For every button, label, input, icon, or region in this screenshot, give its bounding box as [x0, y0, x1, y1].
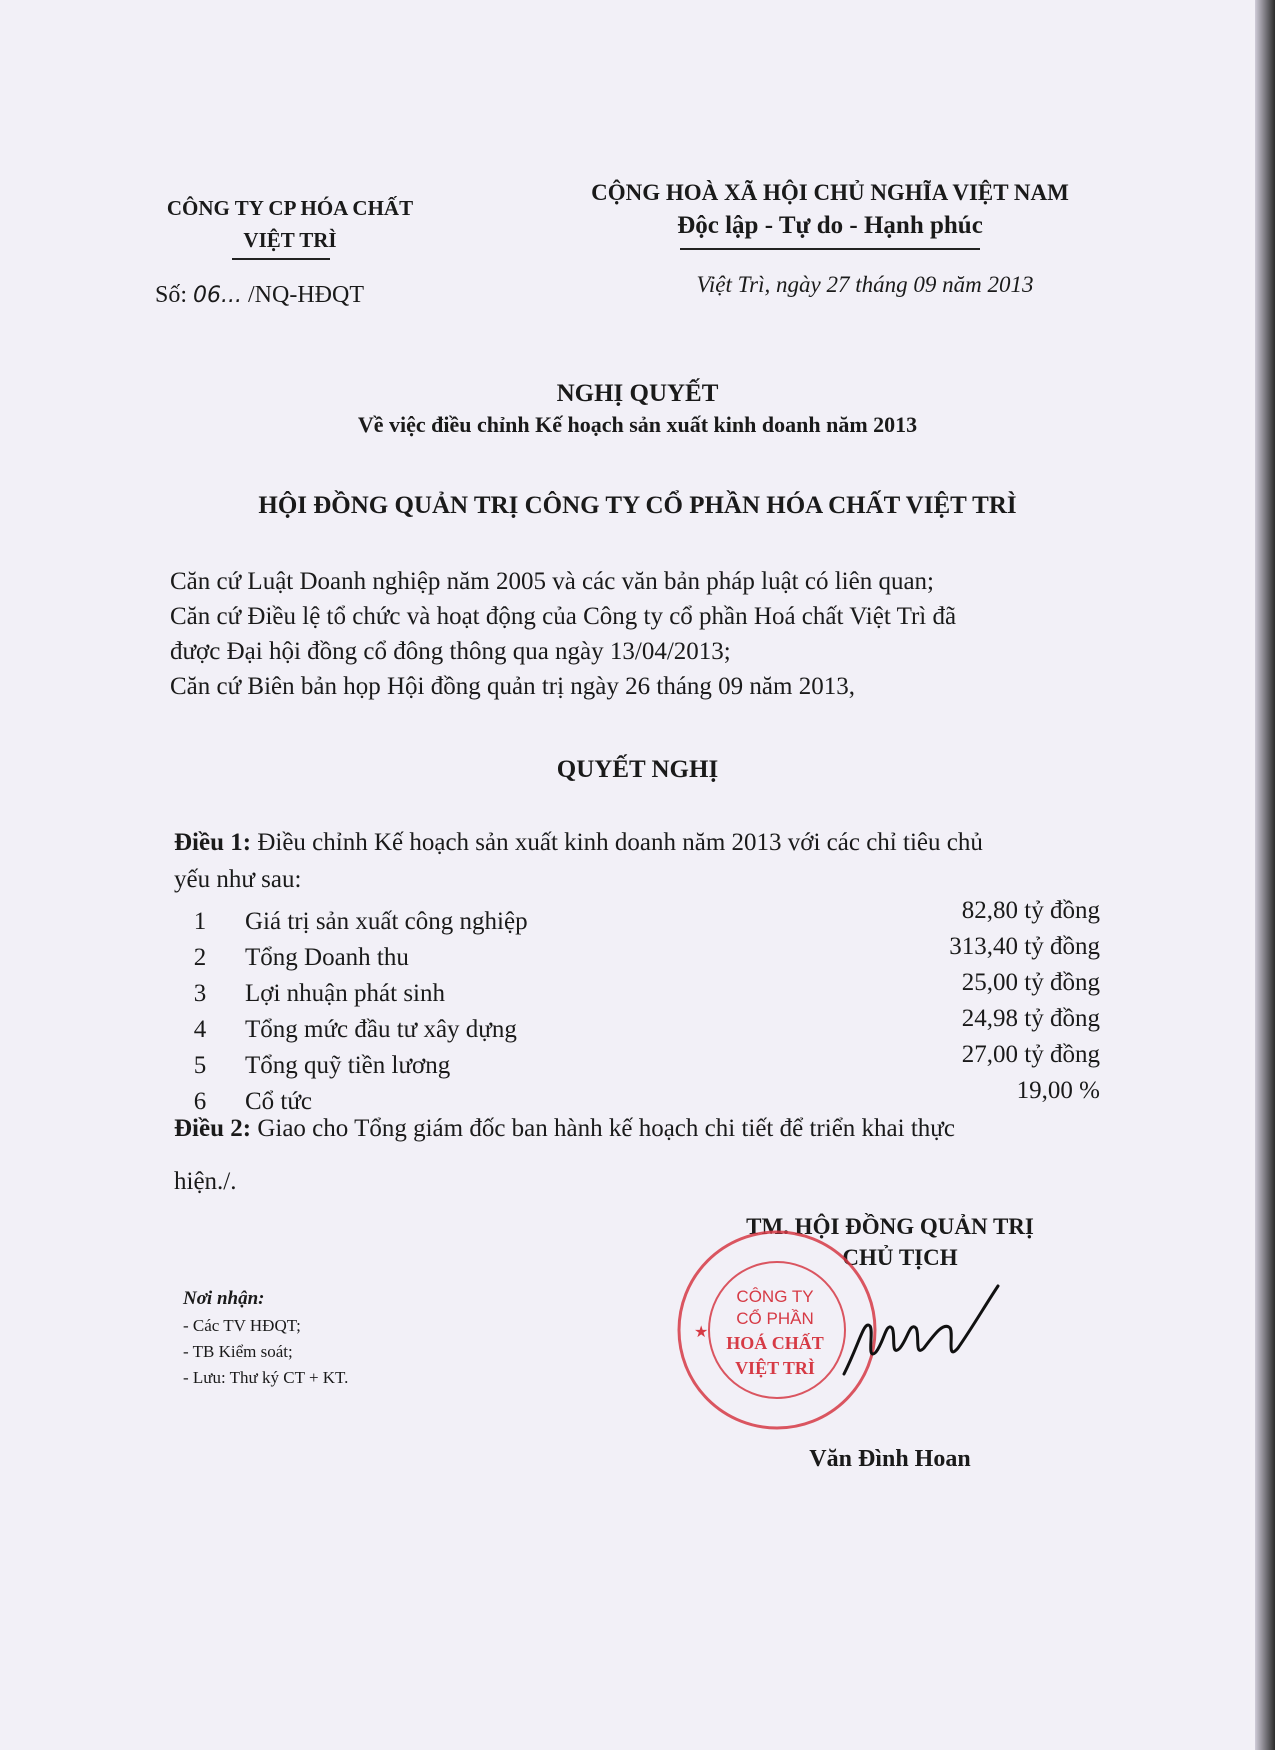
- motto-underline: [680, 248, 980, 250]
- target-label: Giá trị sản xuất công nghiệp: [245, 908, 528, 935]
- article-1-line2: yếu như sau:: [174, 866, 302, 893]
- signer-name: Văn Đình Hoan: [809, 1446, 971, 1472]
- board-heading: HỘI ĐỒNG QUẢN TRỊ CÔNG TY CỔ PHẦN HÓA CHẤT VIỆT TRÌ: [258, 492, 1017, 519]
- recipient-item: - Lưu: Thư ký CT + KT.: [183, 1368, 349, 1387]
- doc-no-handwritten: 06...: [193, 283, 242, 308]
- target-label: Tổng Doanh thu: [245, 944, 409, 971]
- recipient-item: - Các TV HĐQT;: [183, 1316, 301, 1335]
- signature-position: CHỦ TỊCH: [842, 1245, 958, 1270]
- nation-heading: CỘNG HOÀ XÃ HỘI CHỦ NGHĨA VIỆT NAM: [591, 180, 1069, 205]
- recipient-item: - TB Kiểm soát;: [183, 1342, 293, 1361]
- document-number: [155, 282, 364, 309]
- basis-line: Căn cứ Biên bản họp Hội đồng quản trị ngày 26 tháng 09 năm 2013,: [170, 673, 855, 700]
- handwritten-signature-icon: [840, 1282, 1000, 1382]
- target-value: 19,00 %: [1016, 1077, 1100, 1104]
- target-number: 5: [193, 1052, 207, 1079]
- doc-no-prefix: Số:: [155, 282, 188, 308]
- decide-heading: QUYẾT NGHỊ: [556, 756, 719, 783]
- target-value: 313,40 tỷ đồng: [949, 933, 1100, 960]
- stamp-line3: HOÁ CHẤT: [726, 1333, 824, 1353]
- target-label: Tổng mức đầu tư xây dựng: [245, 1016, 517, 1043]
- target-number: 3: [193, 980, 207, 1007]
- article-1-label: Điều 1:: [174, 829, 252, 856]
- article-2-text: Giao cho Tổng giám đốc ban hành kế hoạch chi tiết để triển khai thực: [257, 1115, 955, 1142]
- target-number: 2: [193, 944, 207, 971]
- basis-line: Căn cứ Luật Doanh nghiệp năm 2005 và các văn bản pháp luật có liên quan;: [170, 568, 935, 595]
- recipients-title: Nơi nhận:: [183, 1288, 265, 1309]
- company-name-line2: VIỆT TRÌ: [243, 228, 337, 252]
- article-1-line1: [174, 829, 983, 857]
- signature-org: TM. HỘI ĐỒNG QUẢN TRỊ: [746, 1214, 1034, 1239]
- stamp-line2: CỔ PHẦN: [736, 1309, 814, 1328]
- dateline: Việt Trì, ngày 27 tháng 09 năm 2013: [696, 272, 1034, 297]
- scan-edge: [1255, 0, 1275, 1750]
- target-number: 6: [193, 1088, 207, 1115]
- article-2-line1: [174, 1115, 955, 1143]
- target-number: 4: [193, 1016, 207, 1043]
- target-number: 1: [193, 908, 207, 935]
- target-value: 27,00 tỷ đồng: [961, 1041, 1100, 1068]
- target-label: Tổng quỹ tiền lương: [245, 1052, 451, 1079]
- basis-line: Căn cứ Điều lệ tổ chức và hoạt động của Công ty cổ phần Hoá chất Việt Trì đã: [170, 603, 957, 630]
- article-1-text: Điều chỉnh Kế hoạch sản xuất kinh doanh năm 2013 với các chỉ tiêu chủ: [257, 829, 983, 856]
- stamp-line4: VIỆT TRÌ: [735, 1358, 815, 1378]
- target-label: Cổ tức: [245, 1088, 313, 1115]
- target-value: 82,80 tỷ đồng: [961, 897, 1100, 924]
- target-value: 24,98 tỷ đồng: [961, 1005, 1100, 1032]
- stamp-line1: CÔNG TY: [736, 1287, 814, 1306]
- svg-text:★: ★: [694, 1324, 709, 1341]
- target-value: 25,00 tỷ đồng: [961, 969, 1100, 996]
- article-2-label: Điều 2:: [174, 1115, 252, 1142]
- target-label: Lợi nhuận phát sinh: [245, 980, 445, 1007]
- doc-no-suffix: /NQ-HĐQT: [248, 282, 364, 308]
- motto: Độc lập - Tự do - Hạnh phúc: [677, 212, 983, 239]
- company-name-line1: CÔNG TY CP HÓA CHẤT: [166, 196, 414, 220]
- company-underline: [232, 258, 330, 260]
- article-2-line2: hiện./.: [174, 1168, 237, 1195]
- basis-line: được Đại hội đồng cổ đông thông qua ngày 13/04/2013;: [170, 638, 731, 665]
- document-title: NGHỊ QUYẾT: [556, 380, 719, 407]
- document-subtitle: Về việc điều chỉnh Kế hoạch sản xuất kinh doanh năm 2013: [357, 412, 918, 437]
- company-name: [120, 192, 460, 256]
